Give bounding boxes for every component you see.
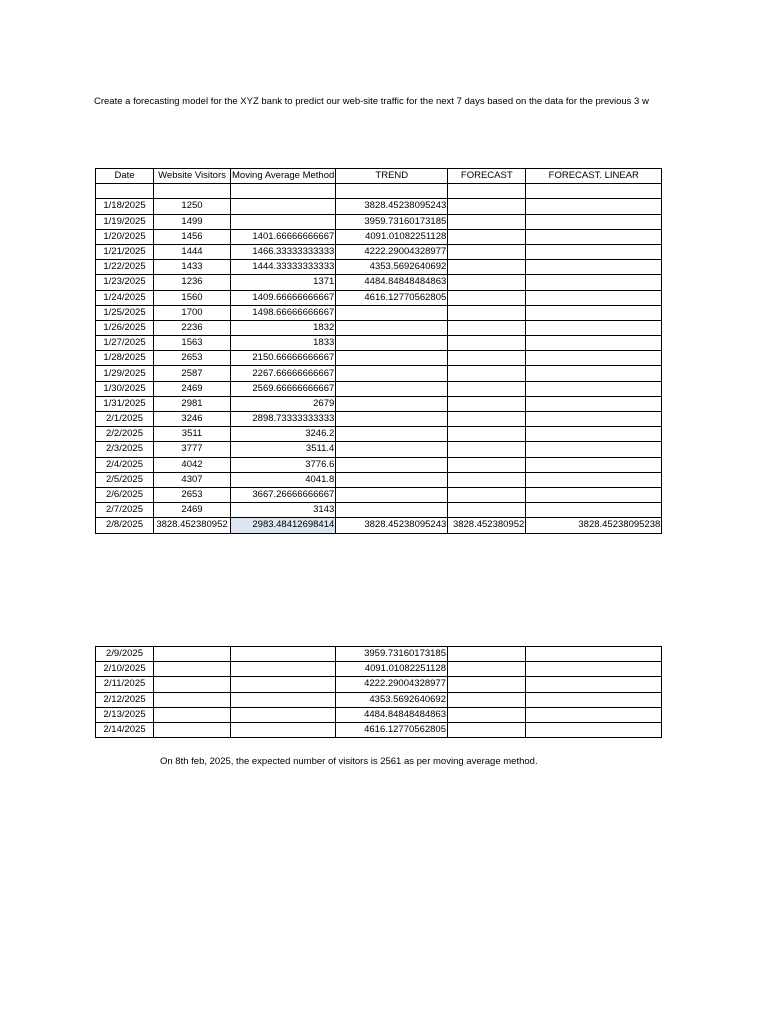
date-cell[interactable]: 1/28/2025 [96, 351, 154, 366]
trend-cell[interactable] [336, 381, 448, 396]
forecast-cell[interactable] [448, 707, 526, 722]
date-cell[interactable]: 2/4/2025 [96, 457, 154, 472]
date-cell[interactable]: 2/3/2025 [96, 442, 154, 457]
date-cell[interactable]: 1/20/2025 [96, 229, 154, 244]
visitors-cell[interactable]: 2469 [154, 381, 231, 396]
moving-average-cell[interactable] [231, 214, 336, 229]
forecast-cell[interactable] [448, 457, 526, 472]
moving-average-cell[interactable]: 2898.73333333333 [231, 412, 336, 427]
moving-average-cell[interactable]: 4041.8 [231, 472, 336, 487]
table-row [96, 677, 662, 692]
header-moving-average[interactable]: Moving Average Method [231, 169, 336, 184]
moving-average-cell[interactable]: 3143 [231, 503, 336, 518]
header-date[interactable]: Date [96, 169, 154, 184]
date-cell[interactable]: 2/13/2025 [96, 707, 154, 722]
date-cell[interactable]: 2/2/2025 [96, 427, 154, 442]
moving-average-cell[interactable]: 2150.66666666667 [231, 351, 336, 366]
visitors-cell[interactable]: 4307 [154, 472, 231, 487]
forecast-cell[interactable] [448, 366, 526, 381]
moving-average-cell[interactable] [231, 722, 336, 737]
table-row [96, 336, 662, 351]
trend-cell[interactable] [336, 503, 448, 518]
forecast-linear-cell[interactable] [526, 487, 662, 502]
date-cell[interactable]: 1/30/2025 [96, 381, 154, 396]
forecast-cell[interactable] [448, 229, 526, 244]
forecast-cell[interactable] [448, 396, 526, 411]
moving-average-cell[interactable]: 1466.33333333333 [231, 244, 336, 259]
blank-row [96, 184, 662, 199]
table-row [96, 722, 662, 737]
visitors-cell[interactable]: 1563 [154, 336, 231, 351]
moving-average-cell[interactable]: 2983.48412698414 [231, 518, 336, 533]
trend-cell[interactable]: 4353.5692640692 [336, 692, 448, 707]
forecast-cell[interactable] [448, 320, 526, 335]
visitors-cell[interactable]: 3777 [154, 442, 231, 457]
moving-average-cell[interactable]: 1833 [231, 336, 336, 351]
table-row [96, 472, 662, 487]
trend-cell[interactable]: 3828.45238095243 [336, 199, 448, 214]
moving-average-cell[interactable] [231, 199, 336, 214]
forecast-linear-cell[interactable] [526, 677, 662, 692]
moving-average-cell[interactable]: 3776.6 [231, 457, 336, 472]
forecast-cell[interactable] [448, 427, 526, 442]
visitors-cell[interactable] [154, 662, 231, 677]
moving-average-cell[interactable]: 1444.33333333333 [231, 260, 336, 275]
table-row [96, 275, 662, 290]
trend-cell[interactable]: 3959.73160173185 [336, 214, 448, 229]
moving-average-cell[interactable]: 1401.66666666667 [231, 229, 336, 244]
forecast-linear-cell[interactable] [526, 336, 662, 351]
date-cell[interactable]: 1/27/2025 [96, 336, 154, 351]
table-row [96, 662, 662, 677]
moving-average-cell[interactable]: 1371 [231, 275, 336, 290]
moving-average-cell[interactable]: 3246.2 [231, 427, 336, 442]
future-trend-table [95, 646, 662, 738]
forecast-cell[interactable] [448, 199, 526, 214]
table-row [96, 518, 662, 533]
trend-cell[interactable] [336, 457, 448, 472]
visitors-table-body [96, 169, 662, 534]
trend-cell[interactable]: 3828.45238095243 [336, 518, 448, 533]
trend-cell[interactable] [336, 351, 448, 366]
trend-cell[interactable]: 4616.12770562805 [336, 290, 448, 305]
date-cell[interactable]: 1/22/2025 [96, 260, 154, 275]
header-forecast[interactable]: FORECAST [448, 169, 526, 184]
table-row [96, 381, 662, 396]
forecast-cell[interactable] [448, 305, 526, 320]
visitors-table [95, 168, 662, 534]
visitors-cell[interactable]: 1444 [154, 244, 231, 259]
forecast-linear-cell[interactable] [526, 320, 662, 335]
forecast-cell[interactable] [448, 662, 526, 677]
forecast-linear-cell[interactable] [526, 229, 662, 244]
header-website-visitors[interactable]: Website Visitors [154, 169, 231, 184]
forecast-linear-cell[interactable] [526, 412, 662, 427]
forecast-cell[interactable] [448, 487, 526, 502]
date-cell[interactable]: 1/18/2025 [96, 199, 154, 214]
visitors-cell[interactable]: 2653 [154, 351, 231, 366]
date-cell[interactable]: 1/21/2025 [96, 244, 154, 259]
trend-cell[interactable]: 4222.29004328977 [336, 677, 448, 692]
moving-average-cell[interactable]: 3511.4 [231, 442, 336, 457]
table-row [96, 229, 662, 244]
date-cell[interactable]: 2/1/2025 [96, 412, 154, 427]
moving-average-cell[interactable] [231, 662, 336, 677]
forecast-linear-cell[interactable] [526, 396, 662, 411]
table-row [96, 412, 662, 427]
forecast-linear-cell[interactable] [526, 662, 662, 677]
date-cell[interactable]: 1/23/2025 [96, 275, 154, 290]
forecast-linear-cell[interactable] [526, 442, 662, 457]
table-row [96, 692, 662, 707]
table-row [96, 290, 662, 305]
table-row [96, 366, 662, 381]
moving-average-cell[interactable]: 1832 [231, 320, 336, 335]
visitors-cell[interactable] [154, 707, 231, 722]
trend-cell[interactable] [336, 336, 448, 351]
forecast-cell[interactable] [448, 275, 526, 290]
table-row [96, 244, 662, 259]
visitors-cell[interactable]: 2653 [154, 487, 231, 502]
visitors-cell[interactable]: 3828.452380952 [154, 518, 231, 533]
visitors-cell[interactable]: 2469 [154, 503, 231, 518]
table-row [96, 305, 662, 320]
visitors-cell[interactable]: 1499 [154, 214, 231, 229]
forecast-linear-cell[interactable]: 3828.45238095238 [526, 518, 662, 533]
date-cell[interactable]: 2/10/2025 [96, 662, 154, 677]
visitors-cell[interactable]: 1250 [154, 199, 231, 214]
date-cell[interactable]: 1/24/2025 [96, 290, 154, 305]
forecast-cell[interactable] [448, 244, 526, 259]
date-cell[interactable]: 2/9/2025 [96, 647, 154, 662]
date-cell[interactable]: 1/19/2025 [96, 214, 154, 229]
forecast-cell[interactable] [448, 692, 526, 707]
trend-cell[interactable] [336, 487, 448, 502]
visitors-cell[interactable]: 1456 [154, 229, 231, 244]
table-row [96, 351, 662, 366]
forecast-linear-cell[interactable] [526, 457, 662, 472]
date-cell[interactable]: 2/6/2025 [96, 487, 154, 502]
trend-cell[interactable] [336, 412, 448, 427]
forecast-linear-cell[interactable] [526, 647, 662, 662]
forecast-linear-cell[interactable] [526, 351, 662, 366]
trend-cell[interactable]: 3959.73160173185 [336, 647, 448, 662]
moving-average-cell[interactable]: 1409.66666666667 [231, 290, 336, 305]
blank-cell[interactable] [448, 184, 526, 199]
blank-cell[interactable] [526, 184, 662, 199]
moving-average-cell[interactable] [231, 707, 336, 722]
header-forecast-linear[interactable]: FORECAST. LINEAR [526, 169, 662, 184]
date-cell[interactable]: 1/29/2025 [96, 366, 154, 381]
visitors-cell[interactable]: 1700 [154, 305, 231, 320]
forecast-linear-cell[interactable] [526, 244, 662, 259]
date-cell[interactable]: 1/31/2025 [96, 396, 154, 411]
table-row [96, 199, 662, 214]
visitors-cell[interactable] [154, 722, 231, 737]
forecast-linear-cell[interactable] [526, 707, 662, 722]
moving-average-cell[interactable]: 3667.26666666667 [231, 487, 336, 502]
forecast-cell[interactable] [448, 336, 526, 351]
moving-average-cell[interactable] [231, 677, 336, 692]
trend-cell[interactable]: 4222.29004328977 [336, 244, 448, 259]
trend-cell[interactable] [336, 305, 448, 320]
forecast-linear-cell[interactable] [526, 366, 662, 381]
table-row [96, 647, 662, 662]
trend-cell[interactable] [336, 320, 448, 335]
conclusion-note: On 8th feb, 2025, the expected number of visitors is 2561 as per moving average method. [160, 756, 538, 767]
trend-cell[interactable] [336, 396, 448, 411]
trend-cell[interactable] [336, 442, 448, 457]
forecast-cell[interactable] [448, 472, 526, 487]
future-trend-table-body [96, 647, 662, 738]
forecast-cell[interactable] [448, 214, 526, 229]
forecast-linear-cell[interactable] [526, 472, 662, 487]
table-row [96, 457, 662, 472]
date-cell[interactable]: 2/12/2025 [96, 692, 154, 707]
header-row [96, 169, 662, 184]
trend-cell[interactable]: 4484.84848484863 [336, 707, 448, 722]
visitors-cell[interactable]: 1433 [154, 260, 231, 275]
moving-average-cell[interactable]: 2679 [231, 396, 336, 411]
forecast-cell[interactable] [448, 412, 526, 427]
table-row [96, 487, 662, 502]
forecast-linear-cell[interactable] [526, 722, 662, 737]
moving-average-cell[interactable]: 1498.66666666667 [231, 305, 336, 320]
trend-cell[interactable] [336, 427, 448, 442]
visitors-cell[interactable]: 2981 [154, 396, 231, 411]
forecast-linear-cell[interactable] [526, 427, 662, 442]
forecast-linear-cell[interactable] [526, 214, 662, 229]
forecast-linear-cell[interactable] [526, 381, 662, 396]
forecast-linear-cell[interactable] [526, 503, 662, 518]
table-row [96, 260, 662, 275]
trend-cell[interactable] [336, 366, 448, 381]
trend-cell[interactable]: 4353.5692640692 [336, 260, 448, 275]
date-cell[interactable]: 2/5/2025 [96, 472, 154, 487]
visitors-cell[interactable]: 2587 [154, 366, 231, 381]
moving-average-cell[interactable]: 2569.66666666667 [231, 381, 336, 396]
visitors-cell[interactable]: 3246 [154, 412, 231, 427]
visitors-cell[interactable]: 4042 [154, 457, 231, 472]
forecast-cell[interactable] [448, 442, 526, 457]
forecast-cell[interactable] [448, 260, 526, 275]
blank-cell[interactable] [336, 184, 448, 199]
moving-average-cell[interactable]: 2267.66666666667 [231, 366, 336, 381]
header-trend[interactable]: TREND [336, 169, 448, 184]
forecast-cell[interactable] [448, 290, 526, 305]
forecast-cell[interactable] [448, 503, 526, 518]
moving-average-cell[interactable] [231, 647, 336, 662]
forecast-cell[interactable] [448, 677, 526, 692]
table-row [96, 214, 662, 229]
visitors-cell[interactable]: 3511 [154, 427, 231, 442]
table-row [96, 503, 662, 518]
forecast-cell[interactable] [448, 351, 526, 366]
trend-cell[interactable]: 4616.12770562805 [336, 722, 448, 737]
date-cell[interactable]: 2/11/2025 [96, 677, 154, 692]
visitors-cell[interactable]: 1560 [154, 290, 231, 305]
table-row [96, 427, 662, 442]
trend-cell[interactable]: 4091.01082251128 [336, 662, 448, 677]
date-cell[interactable]: 2/7/2025 [96, 503, 154, 518]
visitors-cell[interactable] [154, 692, 231, 707]
moving-average-cell[interactable] [231, 692, 336, 707]
visitors-cell[interactable]: 2236 [154, 320, 231, 335]
blank-cell[interactable] [154, 184, 231, 199]
forecast-linear-cell[interactable] [526, 692, 662, 707]
date-cell[interactable]: 1/25/2025 [96, 305, 154, 320]
intro-text: Create a forecasting model for the XYZ bank to predict our web-site traffic for the next 7 days based on the data for the previous 3 w [94, 96, 649, 107]
forecast-linear-cell[interactable] [526, 275, 662, 290]
forecast-cell[interactable] [448, 722, 526, 737]
trend-cell[interactable] [336, 472, 448, 487]
forecast-linear-cell[interactable] [526, 199, 662, 214]
table-row [96, 442, 662, 457]
date-cell[interactable]: 2/14/2025 [96, 722, 154, 737]
forecast-cell[interactable] [448, 647, 526, 662]
table-row [96, 320, 662, 335]
visitors-cell[interactable] [154, 677, 231, 692]
table-row [96, 707, 662, 722]
blank-cell[interactable] [231, 184, 336, 199]
forecast-cell[interactable]: 3828.452380952 [448, 518, 526, 533]
blank-cell[interactable] [96, 184, 154, 199]
table-row [96, 396, 662, 411]
trend-cell[interactable]: 4091.01082251128 [336, 229, 448, 244]
forecast-cell[interactable] [448, 381, 526, 396]
forecast-linear-cell[interactable] [526, 305, 662, 320]
visitors-cell[interactable] [154, 647, 231, 662]
forecast-linear-cell[interactable] [526, 290, 662, 305]
date-cell[interactable]: 2/8/2025 [96, 518, 154, 533]
forecast-linear-cell[interactable] [526, 260, 662, 275]
date-cell[interactable]: 1/26/2025 [96, 320, 154, 335]
visitors-cell[interactable]: 1236 [154, 275, 231, 290]
trend-cell[interactable]: 4484.84848484863 [336, 275, 448, 290]
